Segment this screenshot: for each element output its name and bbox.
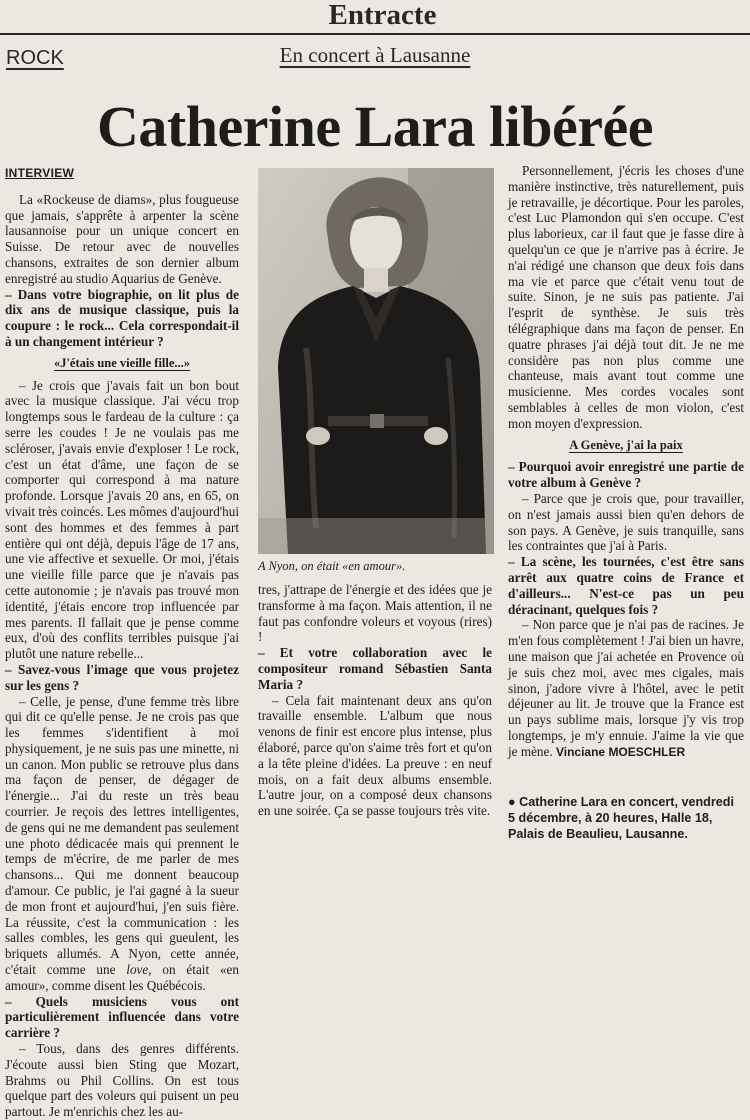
subheading-2: A Genève, j'ai la paix <box>569 437 683 452</box>
question-5: – Pourquoi avoir enregistré une partie de votre album à Genève ? <box>508 459 744 491</box>
answer-4: – Cela fait maintenant deux ans qu'on travaille ensemble. L'album que nous venons de finir est encore plus intense, plus élaboré, parce qu'on s'aime très fort et qu'on a la tête pleine d'idées. La preuve : en neuf mois, on a fait deux albums ensemble. L'autre jour, on a composé deux chansons en une soirée. Ça se passe toujours très vite. <box>258 692 492 819</box>
interview-label: INTERVIEW <box>5 166 75 180</box>
kicker: En concert à Lausanne <box>279 43 471 67</box>
section-title: Entracte <box>328 0 437 31</box>
answer-6: – Non parce que je n'ai pas de racines. Je m'en fous complètement ! J'ai bien un havre, une maison que j'ai achetée en Provence où je suis chez moi, avec mes cigales, mais sinon, j'adore vivre à l'hôtel, avec le petit déjeuner au lit. Je trouve que la France est un pays sublime mais, lorsque j'y vis trop longtemps, je m'y ennuie. J'aime la vie que je mène. Vinciane MOESCHLER <box>508 617 744 759</box>
portrait-photo <box>258 168 494 554</box>
question-3: – Quels musiciens vous ont particulièrement influencée dans votre carrière ? <box>5 993 239 1041</box>
answer-1: – Je crois que j'avais fait un bon bout avec la musique classique. J'ai vécu trop longtemps sous le fardeau de la culture : ça serre les coudes ! Je ne voulais pas me scléroser, j'avais envie d'exploser ! Le rock, c'est un état d'âme, une façon de se comporter qui correspond à ma nature profonde. Lorsque j'avais 20 ans, en 65, on vivait très coincés. Les mômes d'aujourd'hui sont des hommes et des femmes à part entière qui ont déjà, depuis l'âge de 17 ans, une vie affective et sexuelle. Or moi, j'étais une vieille fille parce que je n'avais pas cette autonomie ; je n'avais pas trouvé mon identité, j'étais encore trop influencée par mes parents. Il fallait que je pense comme eux, d'où des conflits terribles puisque j'ai plutôt une nature rebelle... <box>5 377 240 662</box>
question-2: – Savez-vous l'image que vous projetez sur les gens ? <box>5 661 239 693</box>
answer-5: – Parce que je crois que, pour travailler, on n'est jamais aussi bien qu'en dehors de son pays. A Genève, je suis tranquille, sans les contraintes que j'ai à Paris. <box>508 490 744 554</box>
question-1: – Dans votre biographie, on lit plus de dix ans de musique classique, puis la coupure : le rock... Cela correspondait-il à un changement intérieur ? <box>5 286 239 349</box>
answer-3-continued: tres, j'attrape de l'énergie et des idées que je transforme à ma façon. Mais attention, il ne faut pas confondre voleurs et voyous (rires) ! <box>258 582 492 645</box>
column-left <box>5 166 239 1120</box>
author-signature: Vinciane MOESCHLER <box>555 744 686 759</box>
answer-4-continued: Personnellement, j'écris les choses d'une manière instinctive, très naturellement, puis je retravaille, je décortique. Pour les paroles, c'est Luc Plamondon qui s'en occupe. C'est plus laborieux, car il faut que je fasse dire à quelqu'un ce que je n'arrive pas à écrire. Je n'ai rédigé une chanson que deux fois dans ma vie et parce que c'était venu tout de suite. Sinon, je ne suis pas patiente. J'ai l'esprit de synthèse. Je suis très télégraphique dans ma façon de penser. En quatre phrases j'ai déjà tout dit. Je ne me considère pas non plus comme une chanteuse, mais avant tout comme une musicienne. Mes cordes vocales sont semblables à celles de mon violon, c'est mon moyen d'expression. <box>508 163 744 431</box>
subheading-1: «J'étais une vieille fille...» <box>53 355 191 370</box>
photo-caption: A Nyon, on était «en amour». <box>258 559 406 573</box>
concert-info: ● Catherine Lara en concert, vendredi 5 décembre, à 20 heures, Halle 18, Palais de Beaulieu, Lausanne. <box>508 795 734 841</box>
love-word: love, <box>126 962 152 978</box>
rubric-label: ROCK <box>6 47 64 69</box>
answer-3: – Tous, dans des genres différents. J'écoute aussi bien Sting que Mozart, Brahms ou Phil Collins. On est tous quelque part des voleurs qui puisent un peu partout. Je m'enrichis chez les au- <box>5 1041 239 1120</box>
answer-2: – Celle, je pense, d'une femme très libre qui dit ce qu'elle pense. Je ne crois pas que les femmes s'identifient à moi physiquement, je ne suis pas une minette, ni un canon. Mon public se retrouve plus dans ma façon de penser, de dégager de l'énergie... J'ai du reste un très beau courrier. Je reçois des lettres intelligentes, de gens qui ne me demandent pas seulement une photo dédicacée mais qui prennent le temps de m'écrire, de me parler de mes chansons... Qui me donnent beaucoup d'amour. Ce public, je l'ai gagné à la sueur de mon front et aujourd'hui, j'en suis fière. La réussite, c'est la communication : les salles combles, les gens qui gueulent, les briquets allumés. A Nyon, cette année, c'était comme une love, on était «en amour», comme disent les Québécois. <box>5 693 240 993</box>
headline: Catherine Lara libérée <box>97 94 653 159</box>
question-6: – La scène, les tournées, c'est être sans arrêt aux quatre coins de France et d'ailleurs... N'est-ce pas un peu déracinant, quelques fois ? <box>508 554 744 617</box>
top-rule <box>0 33 750 35</box>
intro-paragraph: La «Rockeuse de diams», plus fougueuse que jamais, s'apprête à arpenter la scène lausannoise pour un unique concert en Suisse. De retour avec de nouvelles chansons, extraites de son dernier album enregistré au studio Aquarius de Genève. <box>5 191 239 286</box>
column-middle <box>258 582 492 819</box>
column-right <box>508 163 744 760</box>
portrait-illustration <box>258 168 494 554</box>
question-4: – Et votre collaboration avec le compositeur romand Sébastien Santa Maria ? <box>258 645 492 692</box>
